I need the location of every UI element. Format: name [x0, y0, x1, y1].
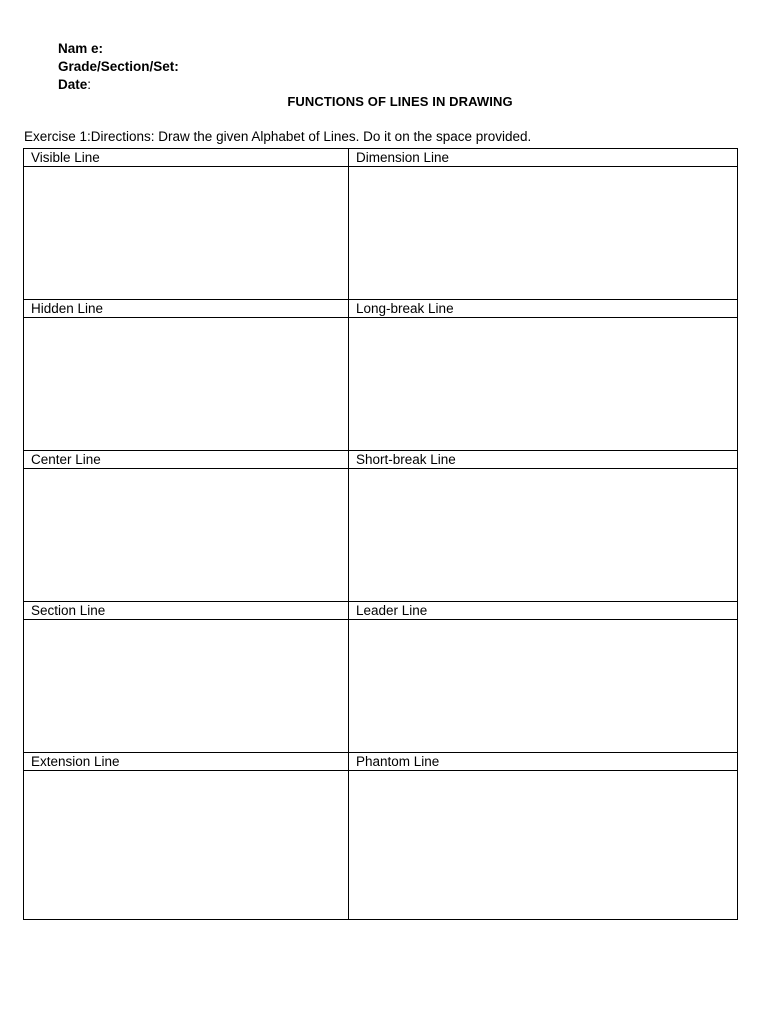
- cell-label: Leader Line: [349, 602, 738, 620]
- drawing-space-row: [24, 620, 738, 753]
- drawing-space[interactable]: [349, 771, 738, 920]
- date-colon: :: [87, 77, 92, 92]
- drawing-space[interactable]: [24, 318, 349, 451]
- drawing-space[interactable]: [349, 469, 738, 602]
- drawing-space[interactable]: [349, 620, 738, 753]
- label-row: [24, 451, 738, 469]
- label-row: [24, 602, 738, 620]
- student-info-block: [58, 40, 179, 94]
- label-row: [24, 149, 738, 167]
- cell-label: Phantom Line: [349, 753, 738, 771]
- alphabet-of-lines-grid: [23, 148, 738, 920]
- cell-label: Section Line: [24, 602, 349, 620]
- drawing-space[interactable]: [349, 167, 738, 300]
- date-label: Date: [58, 77, 88, 92]
- cell-label: Extension Line: [24, 753, 349, 771]
- drawing-space-row: [24, 318, 738, 451]
- drawing-space[interactable]: [24, 469, 349, 602]
- document-title: FUNCTIONS OF LINES IN DRAWING: [287, 94, 513, 109]
- date-field: [58, 76, 179, 94]
- cell-label: Long-break Line: [349, 300, 738, 318]
- label-row: [24, 753, 738, 771]
- drawing-space[interactable]: [24, 620, 349, 753]
- grade-section-set-label: Grade/Section/Set:: [58, 59, 179, 74]
- label-row: [24, 300, 738, 318]
- drawing-space[interactable]: [24, 771, 349, 920]
- cell-label: Dimension Line: [349, 149, 738, 167]
- exercise-directions: Exercise 1:Directions: Draw the given Alphabet of Lines. Do it on the space provided.: [24, 129, 532, 144]
- drawing-space[interactable]: [349, 318, 738, 451]
- cell-label: Center Line: [24, 451, 349, 469]
- cell-label: Hidden Line: [24, 300, 349, 318]
- drawing-space-row: [24, 469, 738, 602]
- cell-label: Visible Line: [24, 149, 349, 167]
- drawing-space-row: [24, 771, 738, 920]
- cell-label: Short-break Line: [349, 451, 738, 469]
- drawing-space-row: [24, 167, 738, 300]
- name-label: Nam e:: [58, 41, 104, 56]
- drawing-space[interactable]: [24, 167, 349, 300]
